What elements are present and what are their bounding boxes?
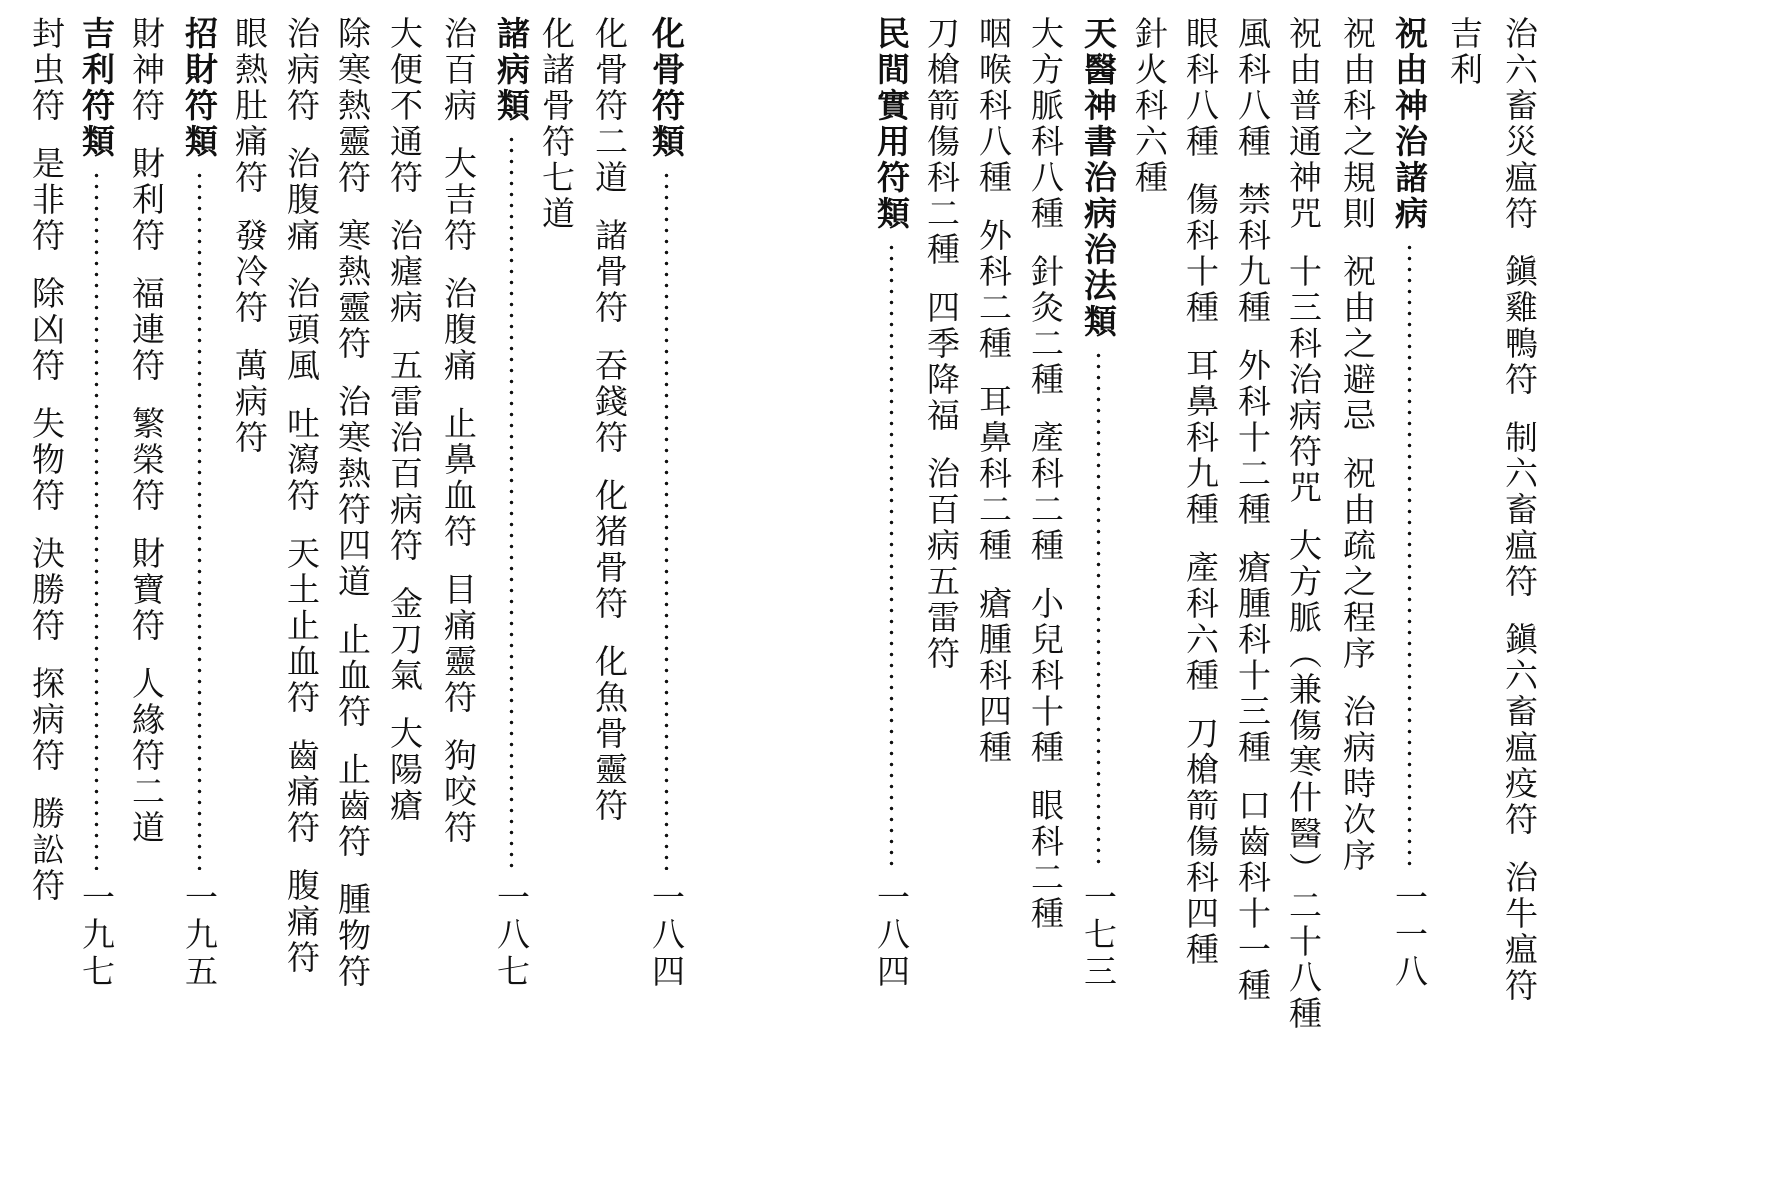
toc-entry: 齒痛符: [282, 738, 321, 846]
toc-entry: 金刀氣: [385, 586, 424, 694]
toc-entry: 刀槍箭傷科四種: [1181, 716, 1220, 968]
toc-column-2: [537, 16, 576, 232]
section-title: 招財符類: [180, 16, 219, 160]
page-number: 一八四: [872, 880, 911, 991]
toc-entry: 吉利: [1445, 16, 1484, 88]
toc-entry: 祝由科之規則: [1338, 16, 1377, 232]
toc-entry: 眼科八種: [1181, 16, 1220, 160]
section-heading-0: [647, 16, 686, 160]
toc-entry: 咽喉科八種: [974, 16, 1013, 196]
section-title: 吉利符類: [77, 16, 116, 160]
toc-entry: 化諸骨符七道: [537, 16, 576, 232]
toc-entry: 化魚骨靈符: [590, 644, 629, 824]
section-heading-3: [492, 16, 531, 124]
toc-entry: 大方脈科八種: [1026, 16, 1065, 232]
toc-entry: 鎭六畜瘟疫符: [1500, 622, 1539, 838]
toc-entry: 祝由疏之程序: [1338, 456, 1377, 672]
toc-entry: 眼熱肚痛符: [230, 16, 269, 196]
toc-entry: 腫物符: [333, 882, 372, 990]
dot-leader: [509, 134, 514, 870]
toc-column-7: [282, 16, 321, 976]
toc-entry: 治牛瘟符: [1500, 860, 1539, 1004]
toc-entry: 諸骨符: [590, 218, 629, 326]
section-title: 化骨符類: [647, 16, 686, 160]
toc-entry: 治瘧病: [385, 218, 424, 326]
toc-entry: 失物符: [27, 406, 66, 514]
toc-entry: 探病符: [27, 666, 66, 774]
toc-entry: 瘡腫科四種: [974, 586, 1013, 766]
toc-column-10: [127, 16, 166, 846]
toc-entry: 大吉符: [439, 146, 478, 254]
page-number: 一一八: [1390, 880, 1429, 991]
toc-entry: 止血符: [333, 622, 372, 730]
toc-column-4: [439, 16, 478, 846]
toc-entry: 止鼻血符: [439, 406, 478, 550]
toc-entry: 萬病符: [230, 348, 269, 456]
toc-entry: 產科二種: [1026, 420, 1065, 564]
toc-column-5: [385, 16, 424, 824]
toc-entry: 口齒科十一種: [1233, 788, 1272, 1004]
section-title: 諸病類: [492, 16, 531, 124]
toc-entry: 治百病五雷符: [922, 456, 961, 672]
dot-leader: [197, 170, 202, 870]
toc-column-12: [27, 16, 66, 904]
toc-entry: 禁科九種: [1233, 182, 1272, 326]
toc-entry: 五雷治百病符: [385, 348, 424, 564]
toc-column-11: [922, 16, 961, 672]
left-page: [0, 0, 895, 1185]
toc-entry: 風科八種: [1233, 16, 1272, 160]
toc-entry: 祝由普通神咒: [1284, 16, 1323, 232]
toc-entry: 福連符: [127, 276, 166, 384]
toc-entry: 吐瀉符: [282, 406, 321, 514]
toc-entry: 治病時次序: [1338, 694, 1377, 874]
toc-entry: 十三科治病符咒: [1284, 254, 1323, 506]
toc-entry: 天土止血符: [282, 536, 321, 716]
dot-leader: [94, 170, 99, 870]
toc-entry: 大陽瘡: [385, 716, 424, 824]
toc-entry: 是非符: [27, 146, 66, 254]
toc-entry: 狗咬符: [439, 738, 478, 846]
dot-leader: [1407, 242, 1412, 870]
toc-column-8: [230, 16, 269, 456]
toc-entry: 產科六種: [1181, 550, 1220, 694]
toc-column-4: [1284, 16, 1323, 1032]
section-heading-9: [180, 16, 219, 160]
toc-entry: 決勝符: [27, 536, 66, 644]
toc-column-7: [1130, 16, 1169, 196]
toc-entry: 治腹痛: [282, 146, 321, 254]
toc-entry: 勝訟符: [27, 796, 66, 904]
toc-entry: 除凶符: [27, 276, 66, 384]
toc-entry: 眼科二種: [1026, 788, 1065, 932]
right-page: [872, 0, 1791, 1185]
toc-entry: 刀槍箭傷科二種: [922, 16, 961, 268]
dot-leader: [664, 170, 669, 870]
page-number: 一七三: [1079, 880, 1118, 991]
toc-column-3: [1338, 16, 1377, 874]
toc-entry: 祝由之避忌: [1338, 254, 1377, 434]
section-heading-12: [872, 16, 911, 232]
toc-entry: 耳鼻科九種: [1181, 348, 1220, 528]
toc-entry: 鎭雞鴨符: [1500, 254, 1539, 398]
toc-entry: 針火科六種: [1130, 16, 1169, 196]
toc-entry: 財利符: [127, 146, 166, 254]
toc-entry: 治六畜災瘟符: [1500, 16, 1539, 232]
page-number: 一八四: [647, 880, 686, 991]
toc-entry: 針灸二種: [1026, 254, 1065, 398]
toc-column-1: [1445, 16, 1484, 88]
toc-entry: 外科二種: [974, 218, 1013, 362]
toc-entry: 財寶符: [127, 536, 166, 644]
toc-entry: 外科十二種: [1233, 348, 1272, 528]
toc-entry: 制六畜瘟符: [1500, 420, 1539, 600]
section-heading-11: [77, 16, 116, 160]
toc-entry: 止齒符: [333, 752, 372, 860]
toc-entry: 財神符: [127, 16, 166, 124]
toc-column-1: [590, 16, 629, 824]
section-title: 天醫神書治病治法類: [1079, 16, 1118, 340]
toc-entry: 化骨符二道: [590, 16, 629, 196]
toc-entry: 除寒熱靈符: [333, 16, 372, 196]
toc-entry: 封虫符: [27, 16, 66, 124]
section-heading-2: [1390, 16, 1429, 232]
toc-entry: 治病符: [282, 16, 321, 124]
toc-entry: 寒熱靈符: [333, 218, 372, 362]
toc-column-0: [1500, 16, 1539, 1004]
toc-entry: 小兒科十種: [1026, 586, 1065, 766]
dot-leader: [889, 242, 894, 870]
toc-entry: 耳鼻科二種: [974, 384, 1013, 564]
toc-entry: 治百病: [439, 16, 478, 124]
toc-entry: 化猪骨符: [590, 478, 629, 622]
section-heading-8: [1079, 16, 1118, 340]
toc-entry: 傷科十種: [1181, 182, 1220, 326]
toc-entry: 瘡腫科十三種: [1233, 550, 1272, 766]
toc-column-6: [333, 16, 372, 990]
page-number: 一八七: [492, 880, 531, 991]
toc-entry: 人緣符二道: [127, 666, 166, 846]
toc-entry: 大便不通符: [385, 16, 424, 196]
toc-entry: 腹痛符: [282, 868, 321, 976]
toc-entry: 四季降福: [922, 290, 961, 434]
toc-entry: 治頭風: [282, 276, 321, 384]
toc-entry: 治腹痛: [439, 276, 478, 384]
page-number: 一九五: [180, 880, 219, 991]
toc-entry: 發冷符: [230, 218, 269, 326]
section-title: 民間實用符類: [872, 16, 911, 232]
toc-entry: 大方脈（兼傷寒什醫）二十八種: [1284, 528, 1323, 1032]
toc-entry: 目痛靈符: [439, 572, 478, 716]
toc-column-10: [974, 16, 1013, 766]
toc-entry: 吞錢符: [590, 348, 629, 456]
toc-column-9: [1026, 16, 1065, 932]
page-number: 一九七: [77, 880, 116, 991]
section-title: 祝由神治諸病: [1390, 16, 1429, 232]
toc-entry: 繁榮符: [127, 406, 166, 514]
toc-entry: 治寒熱符四道: [333, 384, 372, 600]
toc-column-5: [1233, 16, 1272, 1004]
dot-leader: [1096, 350, 1101, 870]
toc-column-6: [1181, 16, 1220, 968]
